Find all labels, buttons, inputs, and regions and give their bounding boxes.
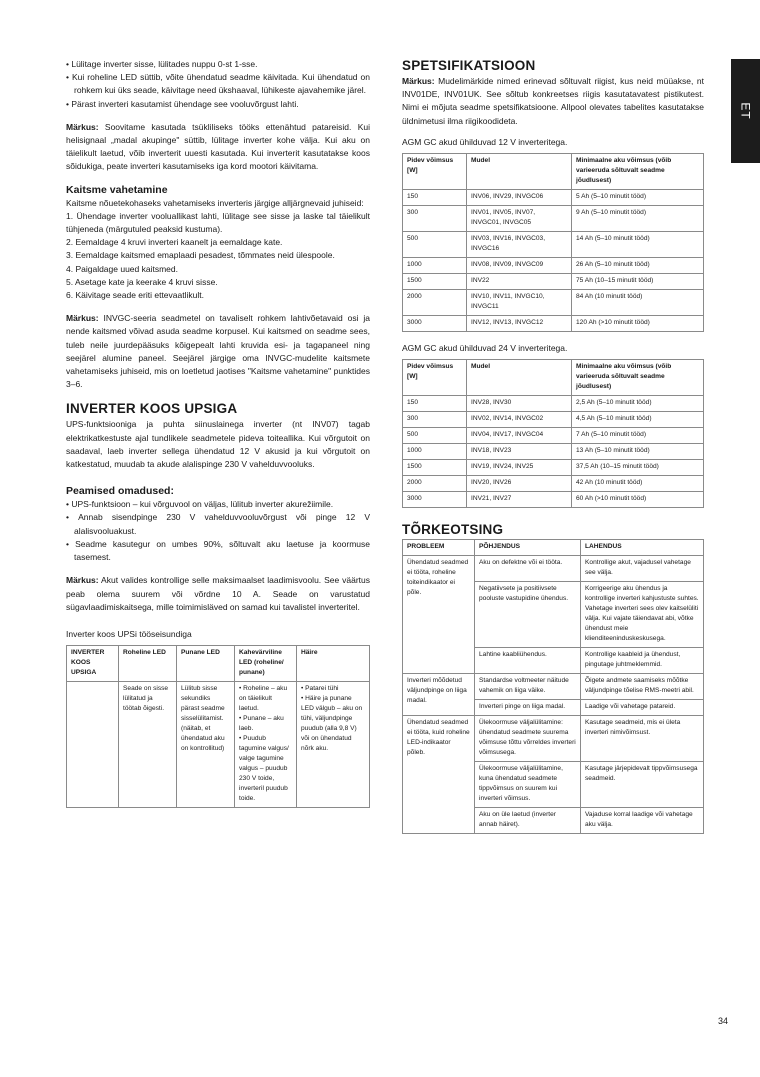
- table-header: Roheline LED: [119, 645, 177, 681]
- list-item: • Pärast inverteri kasutamist ühendage see vooluvõrgust lahti.: [66, 98, 370, 111]
- list-item: • Annab sisendpinge 230 V vahelduvvooluvõrgust või pinge 12 V alalisvooluakust.: [66, 511, 370, 537]
- list-item: 3. Eemaldage kaitsmed emaplaadi pesadest, tõmmates neid ülespoole.: [66, 250, 335, 261]
- features-list: [66, 498, 370, 564]
- problem-cell: Ühendatud seadmed ei tööta, roheline toiteindikaator ei põle.: [403, 555, 475, 673]
- ups-heading: INVERTER KOOS UPSIGA: [66, 401, 238, 417]
- list-item: 1. Ühendage inverter vooluallikast lahti, lülitage see sisse ja laske tal täielikult tühjeneda (märgutuled peaksid kustuma).: [66, 210, 370, 235]
- spec-table-12v: [402, 153, 704, 332]
- table-cell: 150: [403, 189, 467, 205]
- list-item: 2. Eemaldage 4 kruvi inverteri kaanelt ja eemaldage kate.: [66, 237, 283, 248]
- table-cell: 150: [403, 395, 467, 411]
- page-number: 34: [718, 1016, 729, 1026]
- table-cell: Seade on sisse lülitatud ja töötab õigesti.: [119, 681, 177, 807]
- list-item: • UPS-funktsioon – kui võrguvool on väljas, lülitub inverter akurežiimile.: [66, 498, 370, 511]
- table-cell: INV04, INV17, INVGC04: [467, 427, 572, 443]
- list-item: 4. Paigaldage uued kaitsmed.: [66, 263, 178, 274]
- table-header: Häire: [297, 645, 370, 681]
- table-header: Pidev võimsus [W]: [403, 153, 467, 189]
- table-cell: 4,5 Ah (5–10 minutit tööd): [572, 411, 704, 427]
- table-cell: INV02, INV14, INVGC02: [467, 411, 572, 427]
- table-row: [67, 681, 370, 807]
- cause-cell: Ülekoormuse väljalülitamine, kuna ühendatud seadmete tippvõimsus on suurem kui inverteri võimsus.: [475, 761, 581, 807]
- table-row: [403, 395, 704, 411]
- intro-bullet-list: [66, 58, 370, 111]
- table-header: LAHENDUS: [581, 539, 704, 555]
- problem-cell: Ühendatud seadmed ei tööta, kuid roheline LED-indikaator põleb.: [403, 715, 475, 833]
- table-cell: 13 Ah (5–10 minutit tööd): [572, 443, 704, 459]
- table-cell: 3000: [403, 491, 467, 507]
- table12-caption: AGM GC akud ühilduvad 12 V inverteritega.: [402, 136, 568, 147]
- troubleshooting-table: [402, 539, 704, 834]
- table-cell: 2000: [403, 475, 467, 491]
- table-cell: INV10, INV11, INVGC10, INVGC11: [467, 289, 572, 315]
- list-item: 6. Käivitage seade eriti ettevaatlikult.: [66, 290, 204, 301]
- problem-cell: Inverteri mõõdetud väljundpinge on liiga madal.: [403, 673, 475, 715]
- cause-cell: Aku on defektne või ei tööta.: [475, 555, 581, 581]
- table-cell: INV03, INV16, INVGC03, INVGC16: [467, 231, 572, 257]
- table-cell: 26 Ah (5–10 minutit tööd): [572, 257, 704, 273]
- table-cell: INV12, INV13, INVGC12: [467, 315, 572, 331]
- solution-cell: Kontrollige kaableid ja ühendust, pingutage juhtmeklemmid.: [581, 647, 704, 673]
- table-header: Mudel: [467, 153, 572, 189]
- list-item: • Kui roheline LED süttib, võite ühendatud seadme käivitada. Kui ühendatud on rohkem kui üks seade, käivitage need ükshaaval, lühikeste ajavahemike järel.: [66, 71, 370, 97]
- table-cell: • Patarei tühi • Häire ja punane LED välgub – aku on tühi, väljundpinge puudub (alla 9,8 V) või on ühendatud nõrk aku.: [297, 681, 370, 807]
- table-row: [403, 315, 704, 331]
- table-cell: 3000: [403, 315, 467, 331]
- table-cell: [67, 681, 119, 807]
- table24-caption: AGM GC akud ühilduvad 24 V inverteritega.: [402, 342, 568, 353]
- table-header: Punane LED: [177, 645, 235, 681]
- features-heading: Peamised omadused:: [66, 485, 174, 498]
- table-cell: INV19, INV24, INV25: [467, 459, 572, 475]
- table-cell: INV22: [467, 273, 572, 289]
- table-header: Minimaalne aku võimsus (võib varieeruda sõltuvalt seadme jõudlusest): [572, 153, 704, 189]
- note-paragraph: Märkus: Mudelimärkide nimed erinevad sõltuvalt riigist, kus neid müüakse, nt INV01DE, INV01UK. See sõltub konkreetses riigis kasutatavatest pistikutest. Nimi ei mõjuta seadme spetsifikatsioone. Allpool olevates tabelites kasutatakse üldnimetusi ilma riigikoodideta.: [402, 76, 704, 126]
- cause-cell: Aku on üle laetud (inverter annab häiret).: [475, 807, 581, 833]
- ups-status-table: [66, 645, 370, 808]
- language-tab-label: ET: [738, 102, 753, 120]
- table-cell: 1500: [403, 273, 467, 289]
- table-cell: 1500: [403, 459, 467, 475]
- table-row: [403, 189, 704, 205]
- table-cell: 2,5 Ah (5–10 minutit tööd): [572, 395, 704, 411]
- table-header: Kahevärviline LED (roheline/ punane): [235, 645, 297, 681]
- list-item: 5. Asetage kate ja keerake 4 kruvi sisse.: [66, 276, 218, 287]
- table-header-row: [403, 359, 704, 395]
- cause-cell: Standardse voltmeeter näitude vahemik on liiga väike.: [475, 673, 581, 699]
- table-row: [403, 715, 704, 761]
- table-cell: 9 Ah (5–10 minutit tööd): [572, 205, 704, 231]
- table-row: [403, 673, 704, 699]
- solution-cell: Kasutage järjepidevalt tippvõimsusega seadmeid.: [581, 761, 704, 807]
- spec-table-24v: [402, 359, 704, 508]
- table-cell: INV18, INV23: [467, 443, 572, 459]
- table-header-row: [67, 645, 370, 681]
- cause-cell: Inverteri pinge on liiga madal.: [475, 699, 581, 715]
- table-header: PROBLEEM: [403, 539, 475, 555]
- note-paragraph: Märkus: Soovitame kasutada tsükliliseks tööks ettenähtud patareisid. Kui helisignaal „madal akupinge" süttib, lülitage inverter kohe välja. Kui aku on täielikult laetud, võib inverterit uuesti kasutada. Kui inverterit kasutatakse koos sõidukiga, peate inverteri kasutamiseks iga kord mootori käivitama.: [66, 121, 370, 172]
- table-cell: 300: [403, 411, 467, 427]
- table-cell: 5 Ah (5–10 minutit tööd): [572, 189, 704, 205]
- cause-cell: Ülekoormuse väljalülitamine: ühendatud seadmete suurema võimsuse tõttu võrreldes inverteri võimsusega.: [475, 715, 581, 761]
- fuse-heading: Kaitsme vahetamine: [66, 183, 168, 196]
- trouble-heading: TÕRKEOTSING: [402, 521, 504, 537]
- ups-paragraph: UPS-funktsiooniga ja puhta siinuslainega inverter (nt INV07) tagab elektrikatkestuste ajal tundlikele seadmetele pideva toiteallika. Kui võrgutoit on saadaval, laeb inverter sellega ühendatud 12 V akusid ja kui võrgutoit on katkestatud, muudab ta akude alalispinge 230 V vahelduvvooluks.: [66, 419, 370, 470]
- language-tab: [731, 59, 760, 163]
- fuse-steps: [66, 210, 370, 302]
- list-item: • Lülitage inverter sisse, lülitades nuppu 0-st 1-sse.: [66, 58, 370, 71]
- solution-cell: Kontrollige akut, vajadusel vahetage see välja.: [581, 555, 704, 581]
- table-header: INVERTER KOOS UPSIGA: [67, 645, 119, 681]
- table-cell: 1000: [403, 443, 467, 459]
- table-cell: INV06, INV29, INVGC06: [467, 189, 572, 205]
- table-cell: 500: [403, 231, 467, 257]
- table-cell: 75 Ah (10–15 minutit tööd): [572, 273, 704, 289]
- spec-heading: SPETSIFIKATSIOON: [402, 58, 536, 73]
- right-column: [402, 58, 704, 834]
- table-header-row: [403, 153, 704, 189]
- table-header: Minimaalne aku võimsus (võib varieeruda sõltuvalt seadme jõudlusest): [572, 359, 704, 395]
- cause-cell: Negatiivsete ja positiivsete pooluste vastupidine ühendus.: [475, 581, 581, 647]
- list-item: • Seadme kasutegur on umbes 90%, sõltuvalt aku laetuse ja koormuse tasemest.: [66, 538, 370, 564]
- table-cell: INV01, INV05, INV07, INVGC01, INVGC05: [467, 205, 572, 231]
- note-paragraph: Märkus: INVGC-seeria seadmetel on tavaliselt rohkem lahtivõetavaid osi ja nende kaitsmed võivad asuda seadme korpusel. Kui kaitsmed on seadme sees, tuleb neile juurdepääsuks kõigepealt lahti kruvida esi- ja tagapaneel ning seejärel alumine paneel. Seejärel järgige oma INVGC-mudelite kaitsmete vahetamiseks juhiseid, mis on loetletud jaotises "Kaitsme vahetamine" punktides 3–6.: [66, 313, 370, 390]
- table-cell: 84 Ah (10 minutit tööd): [572, 289, 704, 315]
- table-cell: • Roheline – aku on täielikult laetud. • Punane – aku laeb. • Puudub tagumine valgus/ valge tagumine valgus – puudub 230 V toide, inverteril puudub toide.: [235, 681, 297, 807]
- table-cell: Lülitub sisse sekundiks pärast seadme sisselülitamist. (näitab, et ühendatud aku on kontrollitud): [177, 681, 235, 807]
- solution-cell: Kasutage seadmeid, mis ei ületa inverteri nimivõimsust.: [581, 715, 704, 761]
- table-cell: 300: [403, 205, 467, 231]
- table-row: [403, 555, 704, 581]
- table-cell: 37,5 Ah (10–15 minutit tööd): [572, 459, 704, 475]
- solution-cell: Korrigeerige aku ühendus ja kontrollige inverteri kahjustuste suhtes. Vahetage inverteri sees olev kaitselüliti välja. Kui vajate täiendavat abi, võtke ühendust meie klienditeeninduskeskusega.: [581, 581, 704, 647]
- solution-cell: Laadige või vahetage patareid.: [581, 699, 704, 715]
- table-row: [403, 459, 704, 475]
- table-cell: INV20, INV26: [467, 475, 572, 491]
- table-cell: 14 Ah (5–10 minutit tööd): [572, 231, 704, 257]
- table-header: Pidev võimsus [W]: [403, 359, 467, 395]
- table-cell: 1000: [403, 257, 467, 273]
- table-row: [403, 427, 704, 443]
- table-header: PÕHJENDUS: [475, 539, 581, 555]
- solution-cell: Õigete andmete saamiseks mõõtke väljundpinge tõelise RMS-meetri abil.: [581, 673, 704, 699]
- table-cell: 60 Ah (>10 minutit tööd): [572, 491, 704, 507]
- table-row: [403, 205, 704, 231]
- table-cell: INV08, INV09, INVGC09: [467, 257, 572, 273]
- table-cell: INV28, INV30: [467, 395, 572, 411]
- note-paragraph: Märkus: Akut valides kontrollige selle maksimaalset laadimisvoolu. See väärtus peab olema suurem või võrdne 10 A. Seade on varustatud sügavlaadimiskaitsega, mille toimimisläved on samad kui tavalistel inverteritel.: [66, 575, 370, 612]
- table-cell: INV21, INV27: [467, 491, 572, 507]
- solution-cell: Vajaduse korral laadige või vahetage aku välja.: [581, 807, 704, 833]
- table-row: [403, 273, 704, 289]
- cause-cell: Lahtine kaabliühendus.: [475, 647, 581, 673]
- left-column: [66, 58, 370, 808]
- table-header: Mudel: [467, 359, 572, 395]
- fuse-intro: Kaitsme nõuetekohaseks vahetamiseks inverteris järgige alljärgnevaid juhiseid:: [66, 197, 364, 208]
- table-row: [403, 475, 704, 491]
- table-cell: 2000: [403, 289, 467, 315]
- table-row: [403, 257, 704, 273]
- table-cell: 42 Ah (10 minutit tööd): [572, 475, 704, 491]
- table-row: [403, 289, 704, 315]
- table-cell: 500: [403, 427, 467, 443]
- table-row: [403, 231, 704, 257]
- table-row: [403, 443, 704, 459]
- table-cell: 7 Ah (5–10 minutit tööd): [572, 427, 704, 443]
- table-cell: 120 Ah (>10 minutit tööd): [572, 315, 704, 331]
- table-header-row: [403, 539, 704, 555]
- ups-table-caption: Inverter koos UPSi tööseisundiga: [66, 628, 192, 639]
- table-row: [403, 491, 704, 507]
- table-row: [403, 411, 704, 427]
